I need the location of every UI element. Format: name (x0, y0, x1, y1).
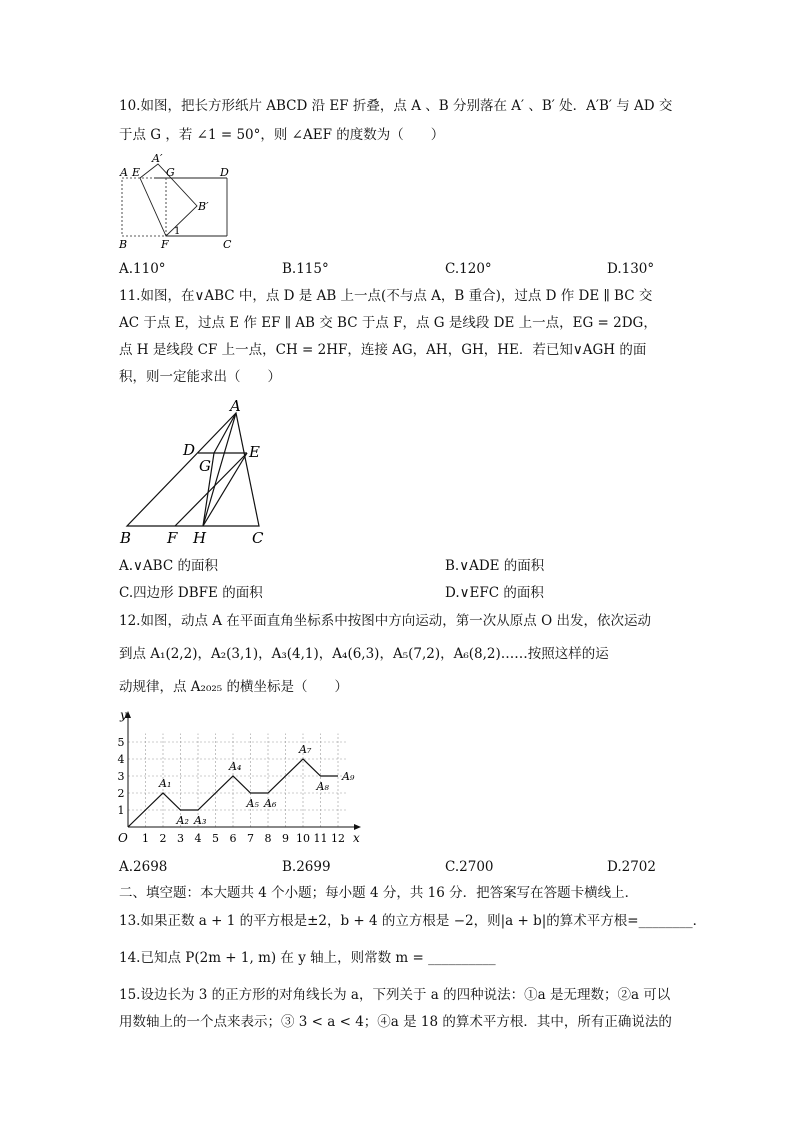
q12-point-label-7: A₇ (299, 743, 312, 756)
q12-option-a[interactable]: A.2698 (119, 859, 168, 875)
q12-point-label-2: A₂ (176, 814, 189, 827)
q10-line-1: 10.如图，把长方形纸片 ABCD 沿 EF 折叠，点 A 、B 分别落在 A′ 、B′ 处．A′B′ 与 AD 交 (119, 98, 673, 114)
q12-line-1: 12.如图，动点 A 在平面直角坐标系中按图中方向运动，第一次从原点 O 出发，依次运动 (119, 613, 651, 629)
q12-coordinate-figure (110, 705, 370, 850)
q12-option-d[interactable]: D.2702 (607, 859, 656, 875)
q11-label-B: B (120, 529, 132, 547)
q11-line-3: 点 H 是线段 CF 上一点，CH = 2HF，连接 AG，AH，GH，HE．若已知∨AGH 的面 (119, 342, 647, 358)
q10-label-C: C (223, 238, 232, 250)
q12-point-label-4: A₄ (229, 760, 242, 773)
q12-x-tick-10: 10 (296, 832, 310, 845)
q11-label-F: F (167, 529, 178, 547)
q12-x-tick-11: 11 (313, 832, 328, 845)
q10-option-d[interactable]: D.130° (607, 261, 655, 277)
q10-label-E: E (132, 166, 141, 179)
q11-line-1: 11.如图，在∨ABC 中，点 D 是 AB 上一点(不与点 A，B 重合)，过点 D 作 DE ∥ BC 交 (119, 288, 653, 304)
q10-label-D: D (220, 166, 229, 179)
q12-y-tick-4: 4 (117, 753, 125, 766)
q12-y-tick-5: 5 (117, 736, 125, 749)
q11-option-b[interactable]: B.∨ADE 的面积 (445, 558, 545, 574)
q12-point-label-5: A₅ (246, 797, 259, 810)
q12-x-tick-6: 6 (229, 832, 237, 845)
q12-x-tick-3: 3 (177, 832, 184, 845)
q10-option-c[interactable]: C.120° (445, 261, 492, 277)
q12-x-tick-7: 7 (247, 832, 254, 845)
q11-label-D: D (183, 441, 196, 459)
q11-segment-ef (175, 453, 247, 526)
q11-label-A: A (230, 397, 241, 415)
q12-point-label-3: A₃ (194, 814, 207, 827)
q15-line-2: 用数轴上的一个点来表示；③ 3 < a < 4；④a 是 18 的算术平方根．其中，所有正确说法的 (119, 1014, 672, 1030)
section-2-heading: 二、填空题：本大题共 4 个小题；每小题 4 分，共 16 分．把答案写在答题卡横线上． (119, 885, 639, 901)
q10-label-1: 1 (174, 226, 181, 237)
q15-line-1: 15.设边长为 3 的正方形的对角线长为 a，下列关于 a 的四种说法：①a 是无理数；②a 可以 (119, 987, 671, 1003)
q10-label-F: F (161, 238, 169, 250)
q10-label-G: G (166, 166, 175, 179)
q12-option-c[interactable]: C.2700 (445, 859, 494, 875)
q11-figure (115, 395, 280, 547)
q10-line-2: 于点 G ，若 ∠1 = 50°，则 ∠AEF 的度数为（ ） (119, 127, 445, 143)
q11-option-d[interactable]: D.∨EFC 的面积 (445, 585, 544, 601)
q12-axis-y-label: y (120, 708, 127, 722)
q11-line-2: AC 于点 E，过点 E 作 EF ∥ AB 交 BC 于点 F，点 G 是线段 DE 上一点，EG = 2DG， (119, 315, 657, 331)
q10-label-A-prime: A′ (152, 152, 163, 165)
q12-line-2: 到点 A₁(2,2)，A₂(3,1)，A₃(4,1)，A₄(6,3)，A₅(7,2)，A₆(8,2)……按照这样的运 (119, 646, 609, 662)
q12-y-tick-2: 2 (117, 787, 125, 800)
q13-text: 13.如果正数 a + 1 的平方根是±2，b + 4 的立方根是 −2，则|a + b|的算术平方根=________． (119, 913, 707, 929)
q12-point-label-6: A₆ (264, 797, 277, 810)
q11-option-a[interactable]: A.∨ABC 的面积 (119, 558, 218, 574)
q11-triangle-abc (127, 413, 259, 526)
q10-label-A: A (120, 166, 128, 179)
q12-x-tick-5: 5 (212, 832, 219, 845)
q11-label-H: H (193, 529, 207, 547)
q12-y-tick-3: 3 (117, 770, 125, 783)
q12-point-label-9: A₉ (342, 770, 355, 783)
q12-x-tick-1: 1 (142, 832, 149, 845)
q11-line-4: 积，则一定能求出（ ） (119, 369, 281, 385)
q11-label-C: C (252, 529, 264, 547)
q11-label-E: E (249, 443, 260, 461)
q12-axis-x-label: x (353, 831, 360, 845)
q10-option-a[interactable]: A.110° (119, 261, 166, 277)
q11-option-c[interactable]: C.四边形 DBFE 的面积 (119, 585, 263, 601)
q10-label-B: B (119, 238, 128, 250)
q12-x-tick-9: 9 (282, 832, 289, 845)
q12-x-tick-12: 12 (331, 832, 345, 845)
q10-label-B-prime: B′ (198, 200, 209, 213)
q12-y-tick-1: 1 (117, 804, 125, 817)
q12-point-label-1: A₁ (159, 777, 172, 790)
q14-text: 14.已知点 P(2m + 1, m) 在 y 轴上，则常数 m = __________ (119, 950, 496, 966)
q12-point-labels (158, 743, 355, 827)
q12-x-tick-2: 2 (159, 832, 167, 845)
q12-origin-label: O (118, 831, 128, 845)
q12-x-tick-4: 4 (194, 832, 202, 845)
q12-line-3: 动规律，点 A₂₀₂₅ 的横坐标是（ ） (119, 679, 348, 695)
q12-x-tick-8: 8 (264, 832, 272, 845)
q12-x-arrow (354, 824, 361, 830)
q10-figure (110, 150, 250, 250)
q10-option-b[interactable]: B.115° (282, 261, 329, 277)
q12-point-label-8: A₈ (316, 780, 329, 793)
q11-label-G: G (199, 457, 211, 475)
q12-option-b[interactable]: B.2699 (282, 859, 331, 875)
